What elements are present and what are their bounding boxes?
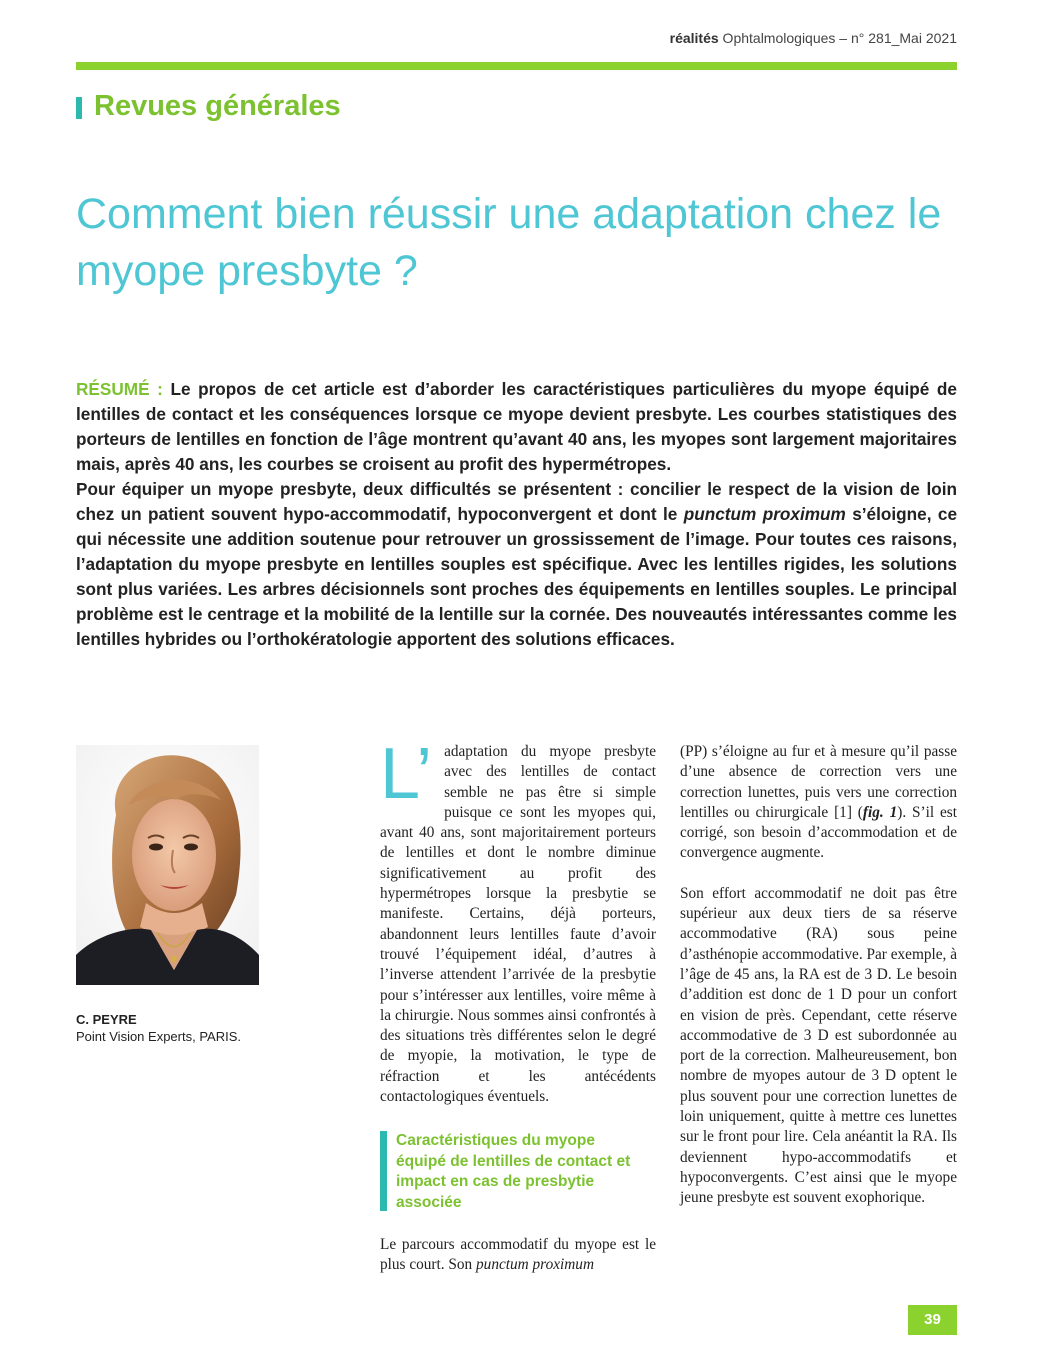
article-title: Comment bien réussir une adaptation chez le myope presbyte ? (76, 190, 942, 295)
figure-reference-link[interactable]: fig. 1 (862, 803, 898, 821)
summary-block (76, 377, 957, 652)
body-column-1 (380, 734, 656, 1107)
intro-paragraph: adaptation du myope presbyte avec des lentilles de contact semble ne pas être si simple puisque ce sont les myopes qui, avant 40 ans, sont majoritairement porteurs de lentilles et dont le nombre diminue significativement au profit des hypermétropes lorsque la presbytie se manifeste. Certains, déjà porteurs, abandonnent leurs lentilles faute d’avoir trouvé l’équipement idéal, d’autres à l’inverse attendent l’arrivée de la presbytie pour s’intéresser aux lentilles, voire même à la chirurgie. Nous sommes ainsi confrontés à des situations très différentes selon le degré de myopie, la motivation, le type de réfraction et les antécédents contactologiques éventuels. (380, 743, 656, 1106)
section-title: Caractéristiques du myope équipé de lentilles de contact et impact en cas de presbytie associée (396, 1132, 631, 1211)
column-2-paragraph-1 (680, 742, 957, 864)
col2-text-b: ). S’il est corrigé, son besoin d’accommodation et de convergence augmente. (680, 803, 957, 862)
summary-text-2b: s’éloigne, ce qui nécessite une addition soutenue pour retrouver un grossissement de l’image. Pour toutes ces raisons, l’adaptation du myope presbyte en lentilles souples est spécifique. Avec les lentilles rigides, les solutions sont plus variées. Les arbres décisionnels sont proches des équipements en lentilles souples. Le principal problème est le centrage et la mobilité de la lentille sur la cornée. Des nouveautés intéressantes comme les lentilles hybrides ou l’orthokératologie apportent des solutions efficaces. (76, 504, 958, 649)
summary-text-2a: Pour équiper un myope presbyte, deux difficultés se présentent : concilier le respect de la vision de loin chez un patient souvent hypo-accommodatif, hypoconvergent et dont le (76, 479, 957, 524)
author-affiliation: Point Vision Experts, PARIS. (76, 1029, 241, 1044)
col2-text-a: (PP) s’éloigne au fur et à mesure qu’il passe d’une absence de correction vers une correction lunettes, puis vers une correction lentilles ou chirurgicale [1] ( (680, 743, 957, 821)
journal-brand: réalités (669, 30, 719, 46)
journal-issue: Ophtalmologiques – n° 281_Mai 2021 (718, 30, 957, 46)
body-column-2 (680, 742, 957, 1209)
section-heading (380, 1131, 650, 1211)
drop-cap: L’ (380, 734, 433, 814)
summary-italic-term: punctum proximum (683, 504, 846, 524)
section-bar (380, 1131, 387, 1211)
summary-paragraph-2 (76, 477, 957, 652)
page-number: 39 (908, 1305, 957, 1335)
rubric-bar (76, 97, 82, 119)
rubric-title: Revues générales (94, 90, 341, 122)
section-text: Le parcours accommodatif du myope est le plus court. Son (380, 1236, 656, 1274)
summary-text-1: Le propos de cet article est d’aborder les caractéristiques particulières du myope équipé de lentilles de contact et les conséquences lorsque ce myope devient presbyte. Les courbes statistiques des porteurs de lentilles en fonction de l’âge montrent qu’avant 40 ans, les myopes sont largement majoritaires mais, après 40 ans, les courbes se croisent au profit des hypermétropes. (76, 379, 957, 474)
running-head (670, 30, 957, 46)
author-portrait-icon (76, 745, 259, 985)
header-rule (76, 62, 957, 70)
author-photo (76, 745, 259, 985)
section-paragraph-start (380, 1235, 656, 1276)
summary-label: RÉSUMÉ : (76, 379, 163, 399)
summary-paragraph-1 (76, 377, 957, 477)
section-italic-term: punctum proximum (476, 1256, 594, 1274)
column-2-paragraph-2: Son effort accommodatif ne doit pas être supérieur aux deux tiers de sa réserve accommodative (RA) sous peine d’asthénopie accommodative. Par exemple, à l’âge de 45 ans, la RA est de 3 D. Le besoin d’addition est donc de 1 D pour un confort en vision de près. Cependant, cette réserve accommodative de 3 D est subordonnée au port de la correction. Malheureusement, bon nombre de myopes autour de 3 D optent le plus souvent pour une correction lunettes de loin uniquement, quitte à mettre ces lunettes sur le front pour lire. Cela anéantit la RA. Ils deviennent hypo-accommodatifs et hypoconvergents. C’est ainsi que le myope jeune presbyte est souvent exophorique. (680, 884, 957, 1207)
author-name: C. PEYRE (76, 1012, 137, 1027)
body-column-1-bottom (380, 1235, 656, 1276)
